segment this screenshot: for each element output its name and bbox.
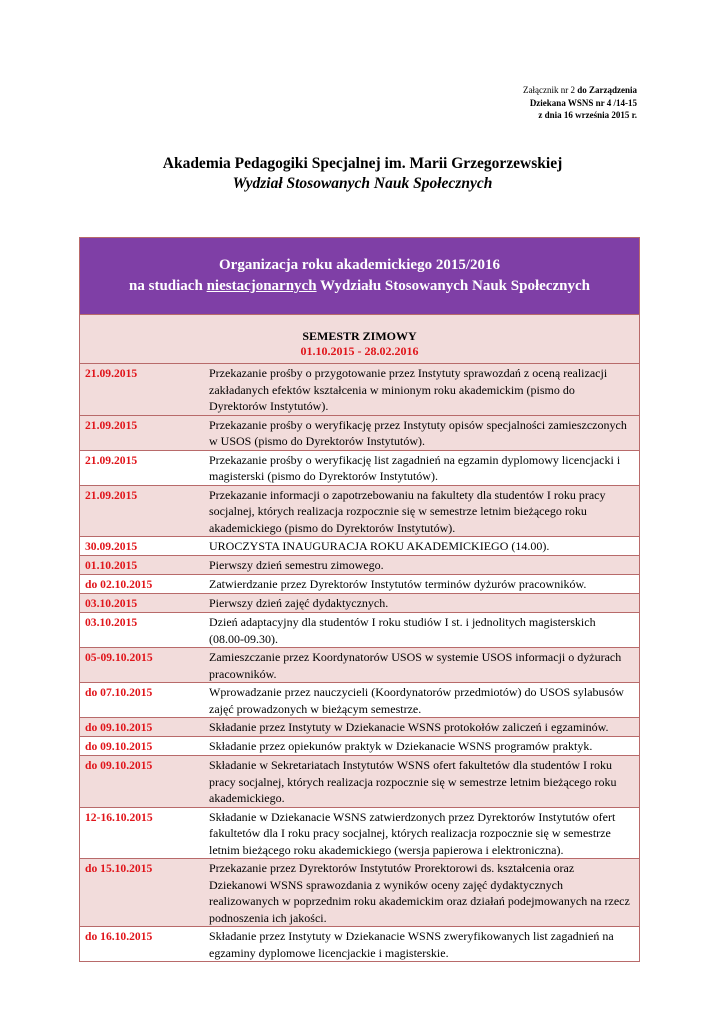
faculty-name: Wydział Stosowanych Nauk Społecznych <box>232 175 493 192</box>
academy-name: Akademia Pedagogiki Specjalnej im. Marii Grzegorzewskiej <box>162 155 563 172</box>
row-description: Składanie przez Instytuty w Dziekanacie WSNS zweryfikowanych list zagadnień na egzaminy dyplomowe licencjackie i magisterskie. <box>209 929 614 960</box>
row-date: do 15.10.2015 <box>85 862 153 875</box>
schedule-rows <box>80 364 639 961</box>
row-description: Przekazanie prośby o weryfikację przez Instytuty opisów specjalności zamieszczonych w USOS (pismo do Dyrektorów Instytutów). <box>209 417 627 448</box>
semester-dates: 01.10.2015 - 28.02.2016 <box>300 344 419 358</box>
table-row <box>80 556 639 575</box>
schedule-table <box>79 237 640 962</box>
banner-subtitle-suffix: Wydziału Stosowanych Nauk Społecznych <box>316 278 590 294</box>
row-date: 12-16.10.2015 <box>85 810 153 824</box>
row-date: 30.09.2015 <box>85 540 138 553</box>
row-date: do 02.10.2015 <box>85 578 153 591</box>
table-row <box>80 364 639 416</box>
row-description: Przekazanie przez Dyrektorów Instytutów Prorektorowi ds. kształcenia oraz Dziekanowi WSNS sprawozdania z wyników oceny zajęć dydaktycznych realizowanych w poprzednim roku akademickim oraz działań podejmowanych na rzecz podnoszenia ich jakości. <box>209 861 630 925</box>
row-description: Pierwszy dzień zajęć dydaktycznych. <box>209 596 389 610</box>
row-description: Przekazanie informacji o zapotrzebowaniu na fakultety dla studentów I roku pracy socjalnej, których realizacja rozpocznie się w semestrze letnim bieżącego roku akademickiego (pismo do Dyrektorów Instytutów). <box>209 487 606 535</box>
row-description: Zatwierdzanie przez Dyrektorów Instytutów terminów dyżurów pracowników. <box>209 577 587 591</box>
document-heading <box>0 154 725 194</box>
row-date: 21.09.2015 <box>85 418 138 432</box>
semester-name: SEMESTR ZIMOWY <box>302 329 417 343</box>
table-row <box>80 537 639 556</box>
banner-subtitle-underlined: niestacjonarnych <box>206 278 317 294</box>
table-row <box>80 737 639 756</box>
banner-subtitle <box>80 276 639 297</box>
row-date: do 09.10.2015 <box>85 759 153 772</box>
table-row <box>80 648 639 683</box>
table-row <box>80 451 639 486</box>
banner-subtitle-prefix: na studiach <box>129 278 207 294</box>
table-row <box>80 594 639 613</box>
row-description: Przekazanie prośby o przygotowanie przez Instytuty sprawozdań z oceną realizacji zakładanych efektów kształcenia w minionym roku akademickim (pismo do Dyrektorów Instytutów). <box>209 366 608 413</box>
row-date: 21.09.2015 <box>85 367 138 380</box>
row-description: Pierwszy dzień semestru zimowego. <box>209 558 384 572</box>
table-row <box>80 927 639 961</box>
table-row <box>80 756 639 808</box>
attachment-line1-bold: do Zarządzenia <box>577 85 637 95</box>
row-description: UROCZYSTA INAUGURACJA ROKU AKADEMICKIEGO (14.00). <box>209 539 550 553</box>
table-row <box>80 859 639 927</box>
row-date: 03.10.2015 <box>85 597 138 610</box>
table-row <box>80 575 639 594</box>
row-description: Dzień adaptacyjny dla studentów I roku studiów I st. i jednolitych magisterskich (08.00-09.30). <box>209 615 596 646</box>
row-description: Składanie w Sekretariatach Instytutów WSNS ofert fakultetów dla studentów I roku pracy socjalnej, których realizacja rozpocznie się w semestrze letnim bieżącego roku akademickiego. <box>209 758 617 805</box>
row-date: 21.09.2015 <box>85 488 138 502</box>
banner-title: Organizacja roku akademickiego 2015/2016 <box>219 257 500 273</box>
row-description: Przekazanie prośby o weryfikację list zagadnień na egzamin dyplomowy licencjacki i magisterski (pismo do Dyrektorów Instytutów). <box>209 452 621 483</box>
row-description: Składanie w Dziekanacie WSNS zatwierdzonych przez Dyrektorów Instytutów ofert fakultetów dla I roku pracy socjalnej, których realizacja rozpocznie się w semestrze letnim bieżącego roku akademickiego (wersja papierowa i elektroniczna). <box>209 809 616 857</box>
table-row <box>80 486 639 538</box>
row-date: 03.10.2015 <box>85 616 138 629</box>
table-row <box>80 808 639 860</box>
attachment-line1-plain: Załącznik nr 2 <box>523 85 578 95</box>
table-row <box>80 613 639 648</box>
schedule-banner <box>80 238 639 315</box>
row-date: do 09.10.2015 <box>85 740 153 753</box>
row-description: Składanie przez Instytuty w Dziekanacie WSNS protokołów zaliczeń i egzaminów. <box>209 720 609 734</box>
table-row <box>80 718 639 737</box>
row-date: 01.10.2015 <box>85 559 138 572</box>
row-description: Składanie przez opiekunów praktyk w Dziekanacie WSNS programów praktyk. <box>209 739 593 753</box>
table-row <box>80 416 639 451</box>
row-date: do 16.10.2015 <box>85 930 153 943</box>
semester-header <box>80 315 639 364</box>
table-row <box>80 683 639 718</box>
row-date: 05-09.10.2015 <box>85 651 153 664</box>
row-date: do 07.10.2015 <box>85 686 153 699</box>
row-description: Wprowadzanie przez nauczycieli (Koordynatorów przedmiotów) do USOS sylabusów zajęć prowadzonych w bieżącym semestrze. <box>209 685 624 716</box>
row-description: Zamieszczanie przez Koordynatorów USOS w systemie USOS informacji o dyżurach pracowników. <box>209 650 622 681</box>
attachment-note <box>523 84 637 122</box>
attachment-line3: z dnia 16 września 2015 r. <box>538 110 637 120</box>
attachment-line2: Dziekana WSNS nr 4 /14-15 <box>529 97 637 108</box>
row-date: do 09.10.2015 <box>85 721 153 734</box>
row-date: 21.09.2015 <box>85 453 138 467</box>
